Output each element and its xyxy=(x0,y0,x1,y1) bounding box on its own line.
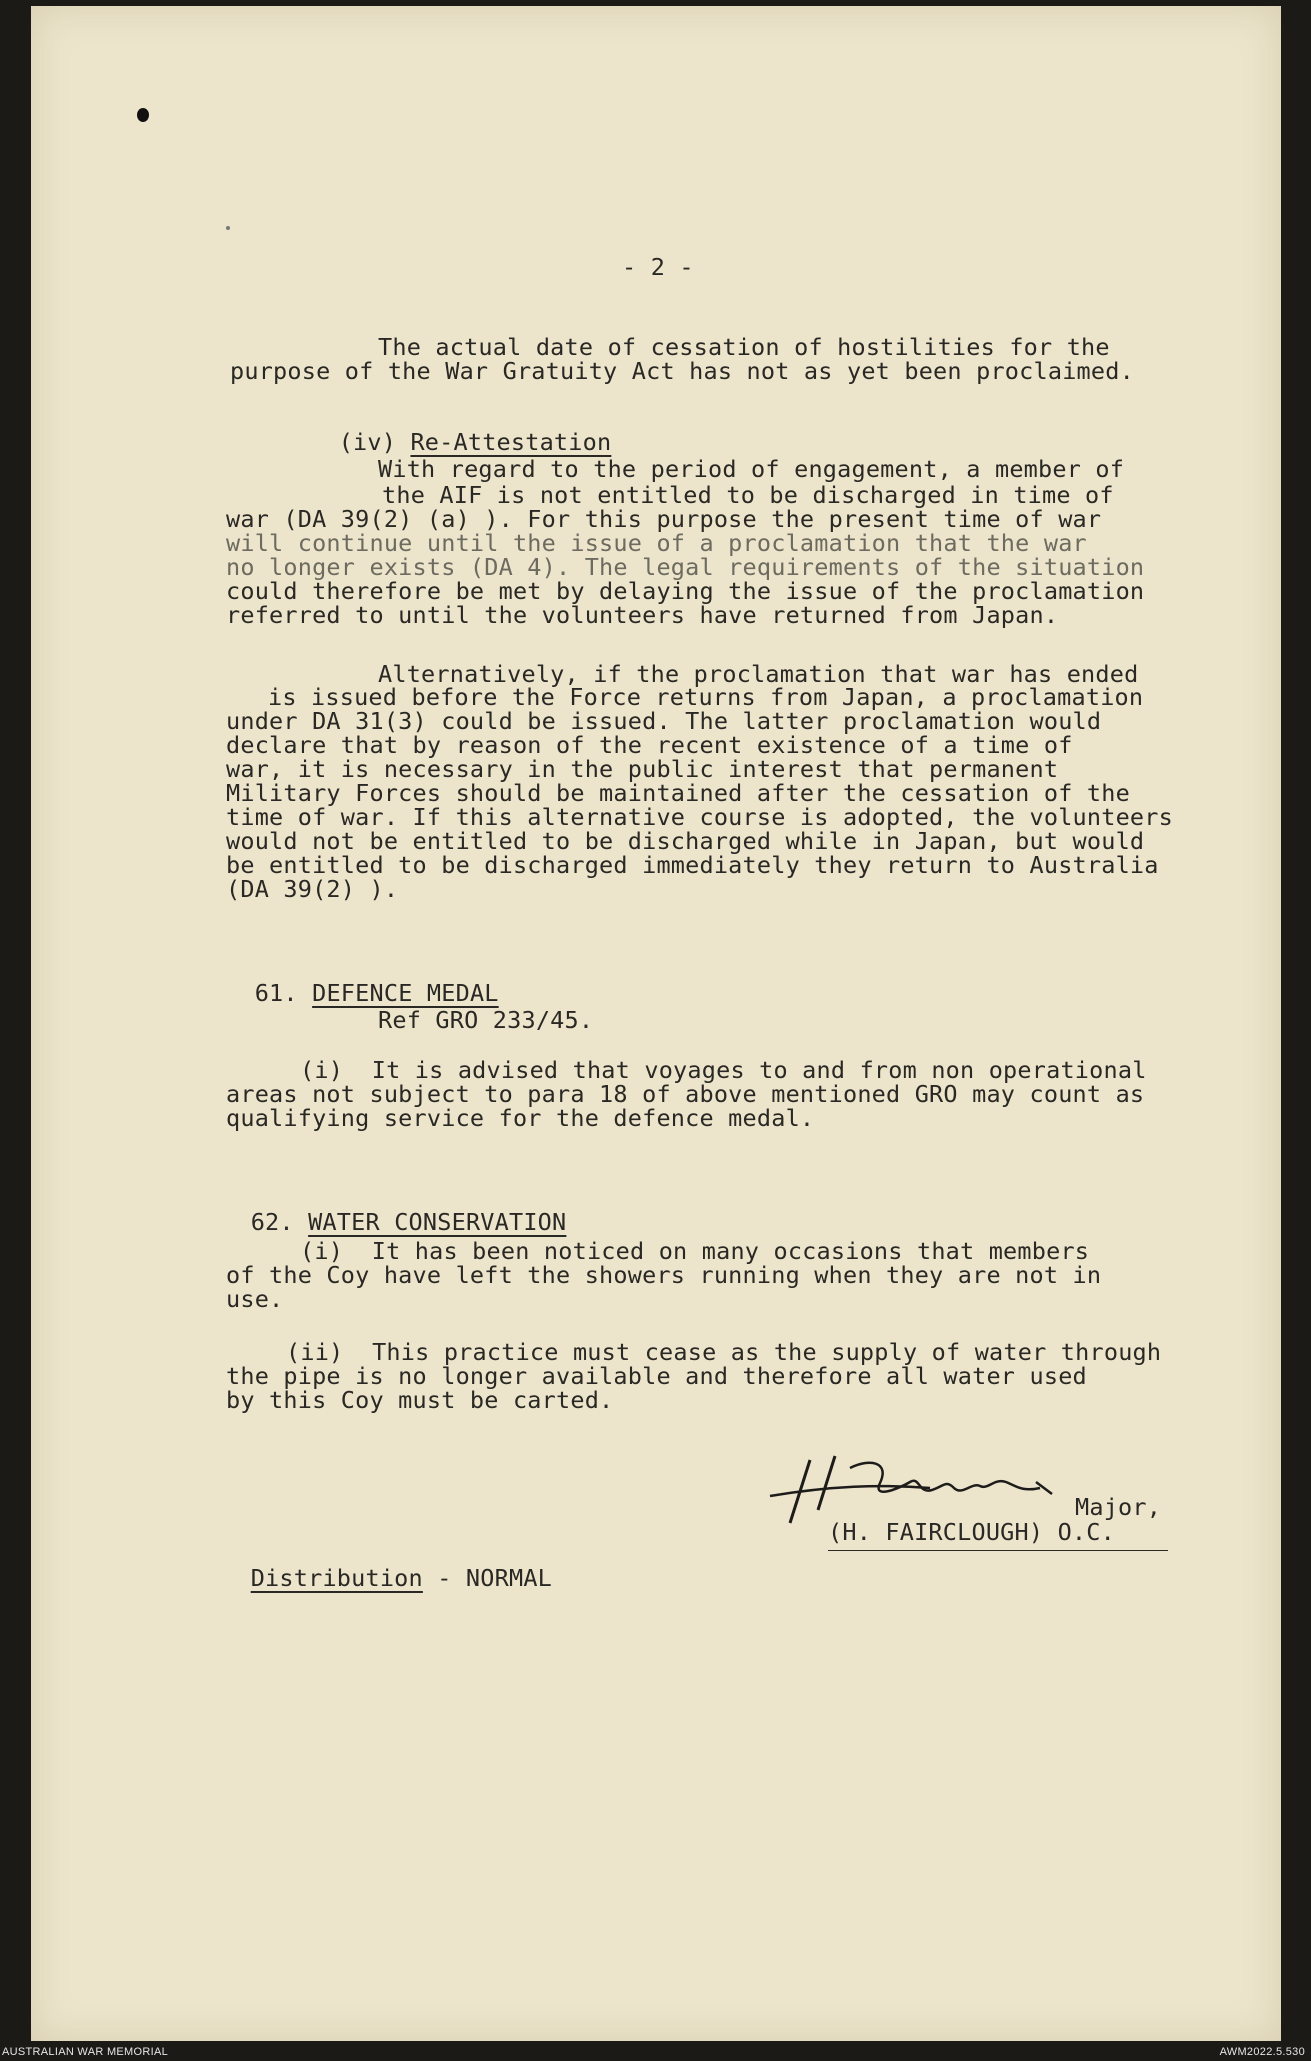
paragraph-line: war, it is necessary in the public interest that permanent xyxy=(226,755,1059,783)
paragraph-line: (ii) This practice must cease as the supply of water through xyxy=(286,1338,1162,1366)
intro-line: The actual date of cessation of hostilities for the xyxy=(378,333,1110,361)
paragraph-line: Military Forces should be maintained after the cessation of the xyxy=(226,779,1130,807)
signature-name: (H. FAIRCLOUGH) O.C. xyxy=(828,1518,1115,1546)
section-title: DEFENCE MEDAL xyxy=(312,979,499,1007)
defence-medal-ref: Ref GRO 233/45. xyxy=(378,1006,594,1034)
page-number: - 2 - xyxy=(622,253,694,281)
paragraph-line: the AIF is not entitled to be discharged in time of xyxy=(382,481,1114,509)
paragraph-line: of the Coy have left the showers running when they are not in xyxy=(226,1261,1102,1289)
paragraph-line: (i) It has been noticed on many occasions that members xyxy=(300,1237,1090,1265)
document-page xyxy=(31,6,1281,2041)
footer-left: AUSTRALIAN WAR MEMORIAL xyxy=(2,2046,169,2058)
reattestation-heading-num: (iv) xyxy=(338,428,411,456)
paragraph-line: (DA 39(2) ). xyxy=(226,875,399,903)
paragraph-line: time of war. If this alternative course is adopted, the volunteers xyxy=(226,803,1173,831)
section-number: 61. xyxy=(254,979,313,1007)
intro-line: purpose of the War Gratuity Act has not as yet been proclaimed. xyxy=(230,357,1134,385)
paragraph-line: With regard to the period of engagement, a member of xyxy=(378,455,1125,483)
paragraph-line: is issued before the Force returns from Japan, a proclamation xyxy=(268,683,1144,711)
paragraph-line: qualifying service for the defence medal. xyxy=(226,1104,815,1132)
paragraph-line: war (DA 39(2) (a) ). For this purpose the present time of war xyxy=(226,505,1102,533)
ink-spot xyxy=(137,108,149,122)
paragraph-line: declare that by reason of the recent existence of a time of xyxy=(226,731,1073,759)
distribution-value: - NORMAL xyxy=(422,1564,553,1592)
water-conservation-heading xyxy=(222,1185,566,1235)
ink-mark xyxy=(226,226,230,230)
paragraph-line: Alternatively, if the proclamation that war has ended xyxy=(378,660,1139,688)
paragraph-line: (i) It is advised that voyages to and from non operational xyxy=(300,1056,1147,1084)
paragraph-line: be entitled to be discharged immediately they return to Australia xyxy=(226,851,1159,879)
paragraph-line: areas not subject to para 18 of above mentioned GRO may count as xyxy=(226,1080,1145,1108)
paragraph-line: under DA 31(3) could be issued. The latter proclamation would xyxy=(226,707,1102,735)
reattestation-heading-title: Re-Attestation xyxy=(410,428,612,456)
paragraph-line: use. xyxy=(226,1285,284,1313)
reattestation-heading xyxy=(310,405,611,455)
distribution xyxy=(222,1541,552,1591)
defence-medal-heading xyxy=(226,956,499,1006)
paragraph-line: could therefore be met by delaying the issue of the proclamation xyxy=(226,577,1145,605)
paragraph-line: no longer exists (DA 4). The legal requirements of the situation xyxy=(226,553,1145,581)
paragraph-line: referred to until the volunteers have returned from Japan. xyxy=(226,601,1059,629)
signature-underline xyxy=(828,1550,1168,1551)
paragraph-line: by this Coy must be carted. xyxy=(226,1386,614,1414)
section-number: 62. xyxy=(250,1208,309,1236)
paragraph-line: would not be entitled to be discharged while in Japan, but would xyxy=(226,827,1145,855)
paragraph-line: will continue until the issue of a proclamation that the war xyxy=(226,529,1087,557)
distribution-label: Distribution xyxy=(250,1564,423,1592)
section-title: WATER CONSERVATION xyxy=(308,1208,567,1236)
footer-right: AWM2022.5.530 xyxy=(1219,2046,1305,2058)
paragraph-line: the pipe is no longer available and therefore all water used xyxy=(226,1362,1087,1390)
signature-rank: Major, xyxy=(1075,1493,1162,1521)
